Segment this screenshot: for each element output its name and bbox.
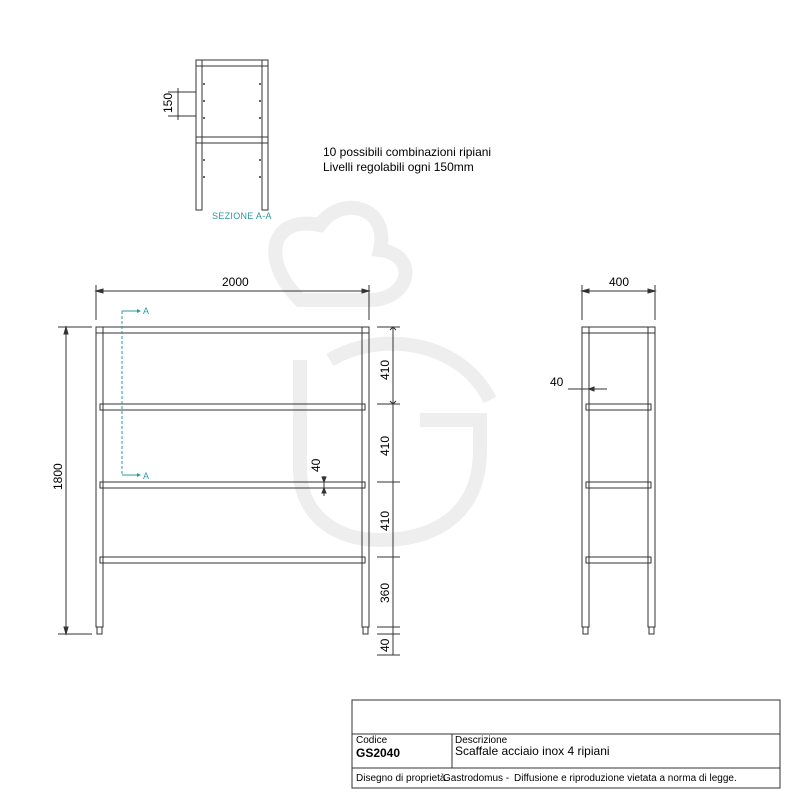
front-gap-5: 40 bbox=[378, 638, 392, 652]
legal-notice: Diffusione e riproduzione vietata a norma di legge. bbox=[514, 773, 737, 784]
side-view bbox=[568, 285, 655, 634]
side-upright-front bbox=[582, 327, 589, 627]
front-shelf-1 bbox=[96, 327, 369, 333]
note-levels: Livelli regolabili ogni 150mm bbox=[323, 160, 474, 174]
section-marker-bottom: A bbox=[143, 471, 150, 481]
front-foot-right bbox=[363, 627, 368, 634]
front-shelf-3 bbox=[100, 482, 365, 488]
front-gap-4: 360 bbox=[378, 582, 392, 603]
note-combinations: 10 possibili combinazioni ripiani bbox=[323, 145, 492, 159]
section-dimension: 150 bbox=[161, 92, 175, 113]
front-view bbox=[58, 285, 400, 655]
side-shelf-3 bbox=[586, 482, 651, 488]
description-label: Descrizione bbox=[455, 735, 508, 746]
side-depth-dimension: 400 bbox=[609, 275, 630, 289]
code-label: Codice bbox=[356, 735, 388, 746]
side-upright-back bbox=[648, 327, 655, 627]
section-upright-left bbox=[196, 60, 202, 210]
side-foot-front bbox=[583, 627, 588, 634]
section-view bbox=[168, 60, 268, 210]
section-label: SEZIONE A-A bbox=[212, 211, 272, 221]
front-upright-right bbox=[362, 327, 369, 627]
front-shelf-thickness: 40 bbox=[309, 458, 323, 472]
front-height-dimension: 1800 bbox=[51, 463, 65, 490]
front-gap-3: 410 bbox=[378, 510, 392, 531]
front-gap-2: 410 bbox=[378, 435, 392, 456]
front-gap-1: 410 bbox=[378, 359, 392, 380]
side-shelf-4 bbox=[586, 557, 651, 563]
side-upright-dimension: 40 bbox=[550, 375, 564, 389]
front-shelf-4 bbox=[100, 557, 365, 563]
section-shelf-middle bbox=[196, 137, 268, 143]
section-holes bbox=[203, 83, 261, 178]
section-cut-line bbox=[122, 309, 141, 477]
section-marker-top: A bbox=[143, 306, 150, 316]
front-width-dimension: 2000 bbox=[222, 275, 249, 289]
product-code: GS2040 bbox=[356, 746, 401, 760]
side-foot-back bbox=[649, 627, 654, 634]
front-shelf-2 bbox=[100, 404, 365, 410]
side-shelf-2 bbox=[586, 404, 651, 410]
section-shelf-top bbox=[196, 60, 268, 66]
side-shelf-1 bbox=[582, 327, 655, 333]
product-description: Scaffale acciaio inox 4 ripiani bbox=[455, 744, 610, 758]
front-foot-left bbox=[97, 627, 102, 634]
front-upright-left bbox=[96, 327, 103, 627]
ownership-label: Disegno di proprietà bbox=[356, 773, 446, 784]
section-upright-right bbox=[262, 60, 268, 210]
owner-name: Gastrodomus - bbox=[443, 773, 510, 784]
